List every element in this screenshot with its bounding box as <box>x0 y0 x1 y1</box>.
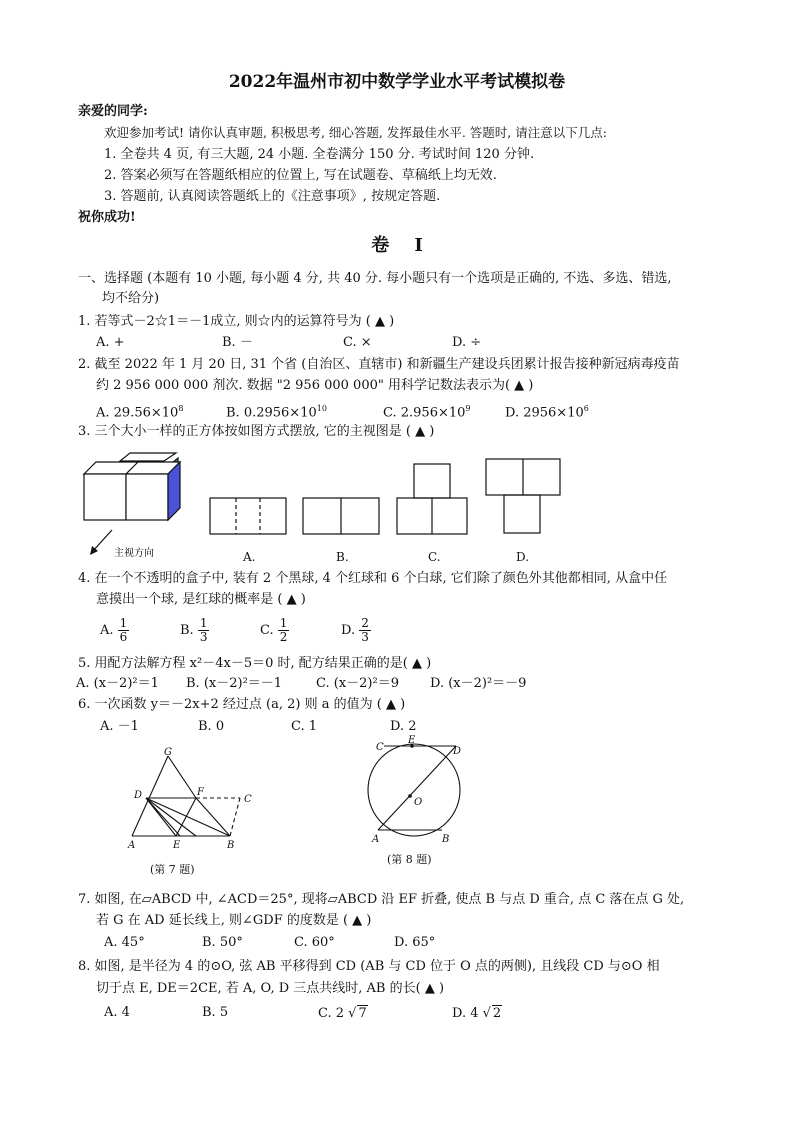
fig8-label-e: E <box>408 735 416 746</box>
q3-option-b: B. <box>336 550 349 564</box>
fig8-label-d: D <box>453 746 462 757</box>
q7-option-b: B. 50° <box>202 935 243 950</box>
q7-option-c: C. 60° <box>294 935 335 950</box>
intro-text: 欢迎参加考试! 请你认真审题, 积极思考, 细心答题, 发挥最佳水平. 答题时, 请注意以下几点: <box>104 125 607 140</box>
fig8-label-a: A <box>372 834 380 845</box>
q7-stem-line2: 若 G 在 AD 延长线上, 则∠GDF 的度数是 ( ▲ ) <box>96 913 372 928</box>
q3-view-label: 主视方向 <box>114 548 154 559</box>
q4-option-a: A. $\frac{1}{6}$ <box>100 616 128 644</box>
part1-heading-line2: 均不给分) <box>102 291 160 306</box>
q8-option-a: A. 4 <box>104 1005 130 1020</box>
q4-stem-line2: 意摸出一个球, 是红球的概率是 ( ▲ ) <box>96 592 306 607</box>
q5-option-a: A. (x－2)²＝1 <box>76 676 159 691</box>
q6-option-c: C. 1 <box>291 719 318 734</box>
fig7-label-f: F <box>197 787 204 798</box>
fig7-label-c: C <box>244 794 252 805</box>
note-3: 3. 答题前, 认真阅读答题纸上的《注意事项》, 按规定答题. <box>104 189 441 204</box>
q3-front-cube-left <box>84 474 126 520</box>
q2-option-a: A. $29.56\times 10^8$ <box>96 404 184 421</box>
page-title: 2022年温州市初中数学学业水平考试模拟卷 <box>228 72 566 92</box>
fig8-label-o: O <box>414 797 423 808</box>
q4-option-c: C. $\frac{1}{2}$ <box>260 616 288 644</box>
note-2: 2. 答案必须写在答题纸相应的位置上, 写在试题卷、草稿纸上均无效. <box>104 168 497 183</box>
q5-stem: 5. 用配方法解方程 x²－4x－5＝0 时, 配方结果正确的是( ▲ ) <box>78 656 432 671</box>
q8-stem-line1: 8. 如图, 是半径为 4 的⊙O, 弦 AB 平移得到 CD (AB 与 CD 位于 O 点的两侧), 且线段 CD 与⊙O 相 <box>78 959 660 974</box>
q8-stem-line2: 切于点 E, DE＝2CE, 若 A, O, D 三点共线时, AB 的长( ▲ ) <box>96 981 445 996</box>
q1-option-c: C. × <box>343 335 372 350</box>
fig7-label-d: D <box>134 790 143 801</box>
q3-figure-c <box>397 464 467 534</box>
closing-text: 祝你成功! <box>78 210 136 225</box>
greeting: 亲爱的同学: <box>78 104 148 119</box>
q8-option-c: C. 2 √ 7 <box>318 1006 367 1021</box>
q8-option-b: B. 5 <box>202 1005 229 1020</box>
figure-7 <box>120 746 270 854</box>
q6-stem: 6. 一次函数 y＝－2x+2 经过点 (a, 2) 则 a 的值为 ( ▲ ) <box>78 697 406 712</box>
q2-option-c: C. $2.956\times 10^9$ <box>383 404 471 421</box>
fig7-caption: (第 7 题) <box>150 863 195 876</box>
q3-stem: 3. 三个大小一样的正方体按如图方式摆放, 它的主视图是 ( ▲ ) <box>78 424 435 439</box>
q1-option-d: D. ÷ <box>452 335 482 350</box>
q6-option-d: D. 2 <box>390 719 417 734</box>
q7-stem-line1: 7. 如图, 在▱ABCD 中, ∠ACD＝25°, 现将▱ABCD 沿 EF 折叠, 使点 B 与点 D 重合, 点 C 落在点 G 处, <box>78 892 685 907</box>
q4-stem-line1: 4. 在一个不透明的盒子中, 装有 2 个黑球, 4 个红球和 6 个白球, 它们除了颜色外其他都相同, 从盒中任 <box>78 571 668 586</box>
q4-option-b: B. $\frac{1}{3}$ <box>180 616 208 644</box>
q5-option-b: B. (x－2)²＝－1 <box>186 676 283 691</box>
q6-option-a: A. －1 <box>100 719 139 734</box>
note-1: 1. 全卷共 4 页, 有三大题, 24 小题. 全卷满分 150 分. 考试时间 120 分钟. <box>104 147 535 162</box>
q3-figures <box>60 448 580 564</box>
part1-heading-line1: 一、选择题 (本题有 10 小题, 每小题 4 分, 共 40 分. 每小题只有一个选项是正确的, 不选、多选、错选, <box>78 271 672 286</box>
fig7-label-b: B <box>227 840 235 851</box>
q3-back-cube-top <box>120 453 176 461</box>
figure-8 <box>360 732 470 850</box>
fig8-label-c: C <box>376 742 384 753</box>
q2-stem-line1: 2. 截至 2022 年 1 月 20 日, 31 个省 (自治区、直辖市) 和新疆生产建设兵团累计报告接种新冠病毒疫苗 <box>78 357 680 372</box>
q3-cube-stack <box>84 453 180 520</box>
fig7-label-g: G <box>164 747 172 758</box>
q1-option-b: B. － <box>222 335 253 350</box>
q7-option-a: A. 45° <box>104 935 145 950</box>
q3-front-cube-right <box>126 474 168 520</box>
q2-option-b: B. $0.2956\times 10^{10}$ <box>226 404 327 421</box>
q5-option-d: D. (x－2)²＝－9 <box>430 676 527 691</box>
q3-option-d: D. <box>516 550 530 564</box>
q3-option-c: C. <box>428 550 441 564</box>
q6-option-b: B. 0 <box>198 719 225 734</box>
q7-option-d: D. 65° <box>394 935 436 950</box>
q2-stem-line2: 约 2 956 000 000 剂次. 数据 "2 956 000 000" 用科学记数法表示为( ▲ ) <box>96 378 534 393</box>
q5-option-c: C. (x－2)²＝9 <box>316 676 399 691</box>
q3-option-a: A. <box>243 550 256 564</box>
fig7-label-a: A <box>128 840 136 851</box>
q3-figure-a <box>210 498 286 534</box>
q8-option-d: D. 4 √ 2 <box>452 1006 502 1021</box>
q3-figure-d <box>486 459 560 533</box>
fig7-label-e: E <box>173 840 181 851</box>
q3-figure-b <box>303 498 379 534</box>
section-title: 卷 Ⅰ <box>371 235 423 256</box>
fig8-caption: (第 8 题) <box>387 853 432 866</box>
q2-option-d: D. $2956\times 10^6$ <box>505 404 589 421</box>
q1-stem: 1. 若等式－2☆1＝－1成立, 则☆内的运算符号为 ( ▲ ) <box>78 314 395 329</box>
q4-option-d: D. $\frac{2}{3}$ <box>341 616 369 644</box>
fig8-label-b: B <box>442 834 450 845</box>
q1-option-a: A. + <box>96 335 125 350</box>
